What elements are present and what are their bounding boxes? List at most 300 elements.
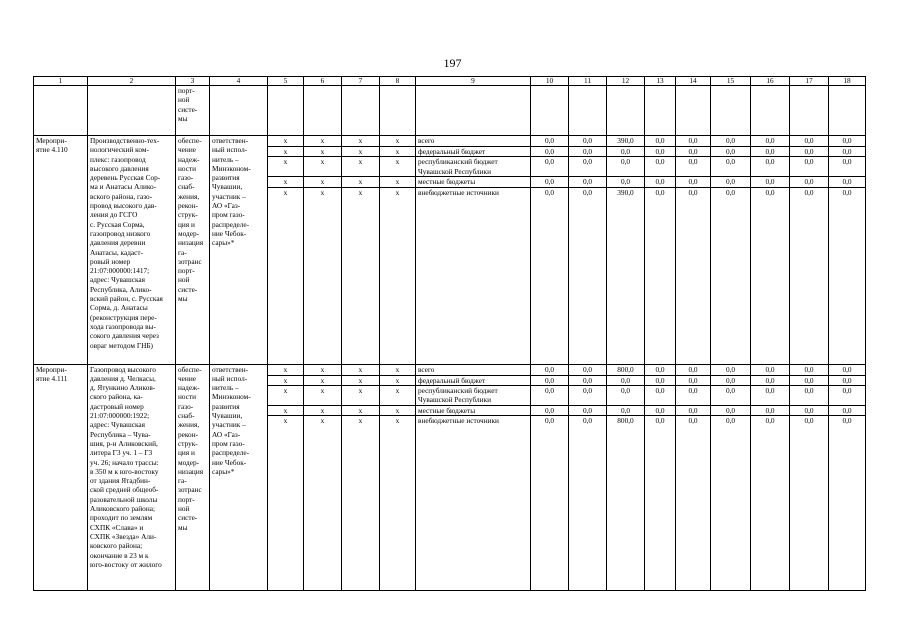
text-line: ления до ГСГО bbox=[90, 210, 138, 220]
text-line: участник – bbox=[212, 191, 246, 201]
funding-source bbox=[416, 375, 531, 385]
funding-source bbox=[416, 416, 531, 591]
funding-value: 0,0 bbox=[645, 416, 676, 591]
funding-source bbox=[416, 136, 531, 147]
continuation-cell bbox=[790, 86, 829, 136]
continuation-cell bbox=[304, 86, 342, 136]
funding-value: 0,0 bbox=[751, 136, 790, 147]
code-cell: х bbox=[380, 364, 416, 375]
text-line: ровый номер bbox=[90, 256, 131, 266]
code-cell: х bbox=[304, 375, 342, 385]
code-cell: х bbox=[380, 157, 416, 177]
text-line: дастровый номер bbox=[90, 401, 144, 411]
text-line: нологический ком- bbox=[90, 145, 149, 155]
text-line: хода газопровода вы- bbox=[90, 321, 156, 331]
continuation-cell bbox=[210, 86, 268, 136]
funding-value: 0,0 bbox=[676, 157, 711, 177]
text-line: АО «Газ- bbox=[212, 429, 241, 439]
text-line: порт- bbox=[178, 86, 195, 95]
funding-value: 0,0 bbox=[569, 187, 607, 364]
funding-source bbox=[416, 157, 531, 177]
funding-value: 0,0 bbox=[607, 177, 645, 187]
funding-value: 0,0 bbox=[751, 157, 790, 177]
funding-value: 0,0 bbox=[531, 157, 569, 177]
text-line: Минэконом- bbox=[212, 392, 251, 402]
text-line: надеж- bbox=[178, 154, 200, 164]
text-line: ние Чебок- bbox=[212, 457, 247, 467]
text-line: обеспе- bbox=[178, 364, 202, 374]
funding-value: 800,0 bbox=[607, 364, 645, 375]
funding-value: 0,0 bbox=[790, 157, 829, 177]
text-line: ответствен- bbox=[212, 136, 249, 145]
text-line: мы bbox=[178, 294, 188, 304]
text-line: от здания Ятадбин- bbox=[90, 476, 151, 486]
continuation-cell bbox=[645, 86, 676, 136]
text-line: 21:07:000000:1922; bbox=[90, 411, 150, 421]
column-header-2: 2 bbox=[88, 77, 176, 86]
text-line: ный испол- bbox=[212, 145, 248, 155]
text-line: струк- bbox=[178, 210, 198, 220]
funding-source bbox=[416, 364, 531, 375]
text-line: внебюджетные источники bbox=[418, 416, 499, 426]
text-line: пром газо- bbox=[212, 438, 245, 448]
funding-value: 0,0 bbox=[531, 136, 569, 147]
text-line: ковского района; bbox=[90, 541, 143, 551]
code-cell: х bbox=[342, 157, 380, 177]
funding-value: 800,0 bbox=[607, 416, 645, 591]
text-line: местные бюджеты bbox=[418, 177, 476, 187]
text-line: зотранс bbox=[178, 256, 202, 266]
code-cell: х bbox=[304, 364, 342, 375]
funding-value: 0,0 bbox=[790, 385, 829, 405]
text-line: распределе- bbox=[212, 219, 250, 229]
text-line: Анатасы, кадаст- bbox=[90, 247, 144, 257]
text-line: всего bbox=[418, 364, 435, 374]
funding-value: 0,0 bbox=[751, 416, 790, 591]
funding-value: 0,0 bbox=[751, 187, 790, 364]
text-line: рекон- bbox=[178, 429, 199, 439]
column-header-8: 8 bbox=[380, 77, 416, 86]
text-line: газопровод низкого bbox=[90, 228, 151, 238]
code-cell: х bbox=[304, 416, 342, 591]
measure-executor bbox=[210, 136, 268, 365]
text-line: АО «Газ- bbox=[212, 201, 241, 211]
code-cell: х bbox=[380, 187, 416, 364]
text-line: Чувашской Республики bbox=[418, 166, 491, 176]
code-cell: х bbox=[304, 147, 342, 157]
funding-value: 0,0 bbox=[531, 385, 569, 405]
column-header-6: 6 bbox=[304, 77, 342, 86]
text-line: Чувашии, bbox=[212, 411, 243, 421]
funding-value: 0,0 bbox=[751, 385, 790, 405]
text-line: ности bbox=[178, 163, 197, 173]
text-line: развития bbox=[212, 401, 240, 411]
budget-table bbox=[33, 76, 866, 591]
funding-value: 0,0 bbox=[676, 147, 711, 157]
funding-value: 0,0 bbox=[829, 177, 866, 187]
funding-value: 0,0 bbox=[569, 157, 607, 177]
funding-value: 0,0 bbox=[607, 385, 645, 405]
text-line: снаб- bbox=[178, 182, 195, 192]
text-line: СХПК «Звезда» Али- bbox=[90, 531, 157, 541]
column-header-12: 12 bbox=[607, 77, 645, 86]
funding-value: 0,0 bbox=[829, 416, 866, 591]
funding-value: 0,0 bbox=[676, 177, 711, 187]
text-line: в 350 м к юго-востоку bbox=[90, 466, 159, 476]
code-cell: х bbox=[380, 177, 416, 187]
funding-value: 0,0 bbox=[711, 147, 751, 157]
text-line: ности bbox=[178, 392, 197, 402]
code-cell: х bbox=[304, 187, 342, 364]
text-line: модер- bbox=[178, 457, 200, 467]
continuation-cell bbox=[531, 86, 569, 136]
code-cell: х bbox=[268, 157, 304, 177]
text-line: литера Г3 уч. 1 – Г3 bbox=[90, 448, 153, 458]
text-line: ной bbox=[178, 95, 190, 105]
text-line: адрес: Чувашская bbox=[90, 420, 145, 430]
text-line: д. Ятункино Аликов- bbox=[90, 383, 156, 393]
continuation-cell bbox=[268, 86, 304, 136]
funding-value: 0,0 bbox=[829, 364, 866, 375]
funding-value: 0,0 bbox=[790, 364, 829, 375]
continuation-cell bbox=[176, 86, 210, 136]
text-line: распределе- bbox=[212, 448, 250, 458]
text-line: ция и bbox=[178, 219, 195, 229]
funding-value: 0,0 bbox=[569, 416, 607, 591]
code-cell: х bbox=[342, 136, 380, 147]
column-header-16: 16 bbox=[751, 77, 790, 86]
text-line: Республика – Чува- bbox=[90, 429, 151, 439]
column-header-13: 13 bbox=[645, 77, 676, 86]
funding-value: 0,0 bbox=[645, 364, 676, 375]
funding-value: 0,0 bbox=[711, 364, 751, 375]
text-line: сокого давления через bbox=[90, 331, 159, 341]
funding-value: 0,0 bbox=[790, 147, 829, 157]
text-line: ского района, ка- bbox=[90, 392, 143, 402]
text-line: ной bbox=[178, 275, 190, 285]
text-line: обеспе- bbox=[178, 136, 202, 145]
funding-value: 0,0 bbox=[829, 147, 866, 157]
header-row bbox=[34, 77, 866, 86]
funding-value: 0,0 bbox=[751, 147, 790, 157]
funding-value: 0,0 bbox=[711, 416, 751, 591]
code-cell: х bbox=[342, 385, 380, 405]
text-line: Меропри- bbox=[36, 136, 67, 145]
code-cell: х bbox=[268, 147, 304, 157]
funding-value: 0,0 bbox=[569, 177, 607, 187]
code-cell: х bbox=[268, 385, 304, 405]
text-line: СХПК «Слава» и bbox=[90, 522, 144, 532]
code-cell: х bbox=[342, 364, 380, 375]
text-line: ской средней общеоб- bbox=[90, 485, 159, 495]
text-line: шия, р-н Аликовский, bbox=[90, 438, 158, 448]
text-line: давления д. Челкасы, bbox=[90, 373, 156, 383]
funding-value: 0,0 bbox=[531, 375, 569, 385]
continuation-cell bbox=[569, 86, 607, 136]
code-cell: х bbox=[304, 385, 342, 405]
text-line: ятие 4.111 bbox=[36, 373, 68, 383]
text-line: жения, bbox=[178, 420, 200, 430]
funding-value: 390,0 bbox=[607, 187, 645, 364]
funding-value: 0,0 bbox=[829, 187, 866, 364]
column-header-9: 9 bbox=[416, 77, 531, 86]
code-cell: х bbox=[342, 416, 380, 591]
funding-value: 0,0 bbox=[790, 416, 829, 591]
continuation-cell bbox=[342, 86, 380, 136]
funding-value: 0,0 bbox=[711, 385, 751, 405]
funding-source bbox=[416, 405, 531, 415]
column-header-14: 14 bbox=[676, 77, 711, 86]
text-line: низация bbox=[178, 238, 204, 248]
text-line: ответствен- bbox=[212, 364, 249, 374]
text-line: Газопровод высокого bbox=[90, 364, 156, 374]
text-line: давления деревни bbox=[90, 238, 146, 248]
text-line: систе- bbox=[178, 284, 198, 294]
text-line: систе- bbox=[178, 513, 198, 523]
text-line: деревень Русская Сор- bbox=[90, 173, 161, 183]
text-line: сары»* bbox=[212, 238, 235, 248]
page-number: 197 bbox=[443, 56, 462, 70]
text-line: ция и bbox=[178, 448, 195, 458]
text-line: мы bbox=[178, 522, 188, 532]
funding-source bbox=[416, 177, 531, 187]
text-line: овраг методом ГНБ) bbox=[90, 340, 153, 350]
funding-value: 0,0 bbox=[531, 416, 569, 591]
text-line: порт- bbox=[178, 266, 195, 276]
text-line: разовательной школы bbox=[90, 494, 158, 504]
funding-value: 0,0 bbox=[645, 157, 676, 177]
funding-value: 0,0 bbox=[676, 405, 711, 415]
funding-value: 0,0 bbox=[531, 405, 569, 415]
text-line: внебюджетные источники bbox=[418, 187, 499, 197]
text-line: провод высокого дав- bbox=[90, 201, 157, 211]
text-line: (реконструкция пере- bbox=[90, 312, 157, 322]
funding-value: 0,0 bbox=[676, 364, 711, 375]
funding-value: 0,0 bbox=[790, 177, 829, 187]
code-cell: х bbox=[380, 147, 416, 157]
code-cell: х bbox=[342, 187, 380, 364]
text-line: 21:07:000000:1417; bbox=[90, 266, 150, 276]
funding-value: 0,0 bbox=[569, 364, 607, 375]
text-line: чение bbox=[178, 145, 196, 155]
funding-value: 0,0 bbox=[569, 375, 607, 385]
column-header-7: 7 bbox=[342, 77, 380, 86]
funding-value: 0,0 bbox=[531, 187, 569, 364]
measure-executor bbox=[210, 364, 268, 591]
column-header-10: 10 bbox=[531, 77, 569, 86]
funding-value: 0,0 bbox=[645, 147, 676, 157]
text-line: пром газо- bbox=[212, 210, 245, 220]
text-line: вский район, с. Русская bbox=[90, 294, 163, 304]
text-line: ной bbox=[178, 504, 190, 514]
funding-value: 0,0 bbox=[829, 136, 866, 147]
code-cell: х bbox=[304, 405, 342, 415]
text-line: высокого давления bbox=[90, 163, 149, 173]
funding-value: 0,0 bbox=[531, 364, 569, 375]
text-line: нитель – bbox=[212, 154, 239, 164]
funding-value: 0,0 bbox=[569, 405, 607, 415]
funding-value: 0,0 bbox=[751, 405, 790, 415]
text-line: окончание в 23 м к bbox=[90, 550, 149, 560]
code-cell: х bbox=[268, 364, 304, 375]
text-line: мы bbox=[178, 113, 188, 123]
funding-value: 0,0 bbox=[645, 385, 676, 405]
code-cell: х bbox=[268, 177, 304, 187]
text-line: республиканский бюджет bbox=[418, 385, 498, 395]
text-line: Чувашской Республики bbox=[418, 395, 491, 405]
text-line: зотранс bbox=[178, 485, 202, 495]
measure-row bbox=[34, 136, 866, 147]
measure-description bbox=[88, 136, 176, 365]
funding-value: 0,0 bbox=[645, 187, 676, 364]
continuation-cell bbox=[676, 86, 711, 136]
funding-value: 0,0 bbox=[790, 375, 829, 385]
text-line: адрес: Чувашская bbox=[90, 275, 145, 285]
funding-value: 0,0 bbox=[531, 177, 569, 187]
text-line: Минэконом- bbox=[212, 163, 251, 173]
text-line: чение bbox=[178, 373, 196, 383]
text-line: Республика, Алико- bbox=[90, 284, 152, 294]
measure-description bbox=[88, 364, 176, 591]
code-cell: х bbox=[380, 416, 416, 591]
text-line: снаб- bbox=[178, 411, 195, 421]
text-line: жения, bbox=[178, 191, 200, 201]
text-line: уч. 26; начало трассы: bbox=[90, 457, 159, 467]
text-line: систе- bbox=[178, 104, 198, 114]
measure-row bbox=[34, 364, 866, 375]
code-cell: х bbox=[304, 177, 342, 187]
column-header-5: 5 bbox=[268, 77, 304, 86]
funding-value: 0,0 bbox=[711, 157, 751, 177]
text-line: низация bbox=[178, 466, 204, 476]
continuation-cell bbox=[829, 86, 866, 136]
text-line: федеральный бюджет bbox=[418, 147, 486, 156]
funding-value: 0,0 bbox=[711, 187, 751, 364]
text-line: всего bbox=[418, 136, 435, 145]
funding-value: 0,0 bbox=[607, 157, 645, 177]
column-header-17: 17 bbox=[790, 77, 829, 86]
text-line: Аликовского района; bbox=[90, 504, 155, 514]
column-header-3: 3 bbox=[176, 77, 210, 86]
text-line: газо- bbox=[178, 173, 194, 183]
text-line: республиканский бюджет bbox=[418, 157, 498, 167]
continuation-cell bbox=[711, 86, 751, 136]
code-cell: х bbox=[268, 136, 304, 147]
text-line: сары»* bbox=[212, 466, 235, 476]
text-line: участник – bbox=[212, 420, 246, 430]
funding-value: 0,0 bbox=[711, 405, 751, 415]
funding-value: 0,0 bbox=[790, 405, 829, 415]
column-header-18: 18 bbox=[829, 77, 866, 86]
continuation-cell bbox=[380, 86, 416, 136]
text-line: порт- bbox=[178, 494, 195, 504]
text-line: га- bbox=[178, 247, 187, 257]
text-line: рекон- bbox=[178, 201, 199, 211]
code-cell: х bbox=[342, 405, 380, 415]
funding-value: 0,0 bbox=[607, 375, 645, 385]
text-line: Чувашии, bbox=[212, 182, 243, 192]
funding-source bbox=[416, 385, 531, 405]
column-header-1: 1 bbox=[34, 77, 88, 86]
code-cell: х bbox=[268, 405, 304, 415]
text-line: нитель – bbox=[212, 383, 239, 393]
funding-value: 0,0 bbox=[829, 375, 866, 385]
continuation-cell bbox=[34, 86, 88, 136]
code-cell: х bbox=[342, 375, 380, 385]
code-cell: х bbox=[380, 136, 416, 147]
text-line: струк- bbox=[178, 438, 198, 448]
text-line: ние Чебок- bbox=[212, 228, 247, 238]
text-line: газо- bbox=[178, 401, 194, 411]
text-line: Сорма, д. Анатасы bbox=[90, 303, 148, 313]
column-header-11: 11 bbox=[569, 77, 607, 86]
funding-source bbox=[416, 187, 531, 364]
code-cell: х bbox=[380, 405, 416, 415]
funding-value: 0,0 bbox=[829, 157, 866, 177]
funding-value: 0,0 bbox=[569, 136, 607, 147]
funding-value: 0,0 bbox=[645, 375, 676, 385]
text-line: га- bbox=[178, 476, 187, 486]
funding-value: 0,0 bbox=[751, 364, 790, 375]
continuation-cell bbox=[607, 86, 645, 136]
text-line: местные бюджеты bbox=[418, 405, 476, 415]
funding-value: 0,0 bbox=[676, 416, 711, 591]
funding-value: 0,0 bbox=[829, 385, 866, 405]
code-cell: х bbox=[380, 385, 416, 405]
measure-id bbox=[34, 136, 88, 365]
measure-goal bbox=[176, 136, 210, 365]
text-line: вского района, газо- bbox=[90, 191, 153, 201]
text-line: ятие 4.110 bbox=[36, 145, 68, 155]
text-line: федеральный бюджет bbox=[418, 375, 486, 385]
funding-value: 0,0 bbox=[676, 136, 711, 147]
measure-id bbox=[34, 364, 88, 591]
funding-value: 0,0 bbox=[607, 405, 645, 415]
funding-value: 0,0 bbox=[711, 177, 751, 187]
funding-value: 0,0 bbox=[645, 136, 676, 147]
code-cell: х bbox=[342, 177, 380, 187]
funding-source bbox=[416, 147, 531, 157]
text-line: ма и Анатасы Алико- bbox=[90, 182, 157, 192]
text-line: модер- bbox=[178, 228, 200, 238]
funding-value: 0,0 bbox=[790, 187, 829, 364]
funding-value: 0,0 bbox=[790, 136, 829, 147]
funding-value: 390,0 bbox=[607, 136, 645, 147]
text-line: с. Русская Сорма, bbox=[90, 219, 145, 229]
text-line: развития bbox=[212, 173, 240, 183]
funding-value: 0,0 bbox=[531, 147, 569, 157]
text-line: плекс: газопровод bbox=[90, 154, 146, 164]
column-header-15: 15 bbox=[711, 77, 751, 86]
funding-value: 0,0 bbox=[711, 375, 751, 385]
text-line: юго-востоку от жилого bbox=[90, 559, 162, 569]
text-line: надеж- bbox=[178, 383, 200, 393]
text-line: Меропри- bbox=[36, 364, 67, 374]
funding-value: 0,0 bbox=[676, 187, 711, 364]
continuation-cell bbox=[416, 86, 531, 136]
text-line: Производственно-тех- bbox=[90, 136, 160, 145]
code-cell: х bbox=[380, 375, 416, 385]
code-cell: х bbox=[342, 147, 380, 157]
funding-value: 0,0 bbox=[711, 136, 751, 147]
funding-value: 0,0 bbox=[569, 147, 607, 157]
code-cell: х bbox=[304, 157, 342, 177]
funding-value: 0,0 bbox=[607, 147, 645, 157]
continuation-row bbox=[34, 86, 866, 136]
code-cell: х bbox=[268, 375, 304, 385]
continuation-cell bbox=[88, 86, 176, 136]
funding-value: 0,0 bbox=[751, 177, 790, 187]
